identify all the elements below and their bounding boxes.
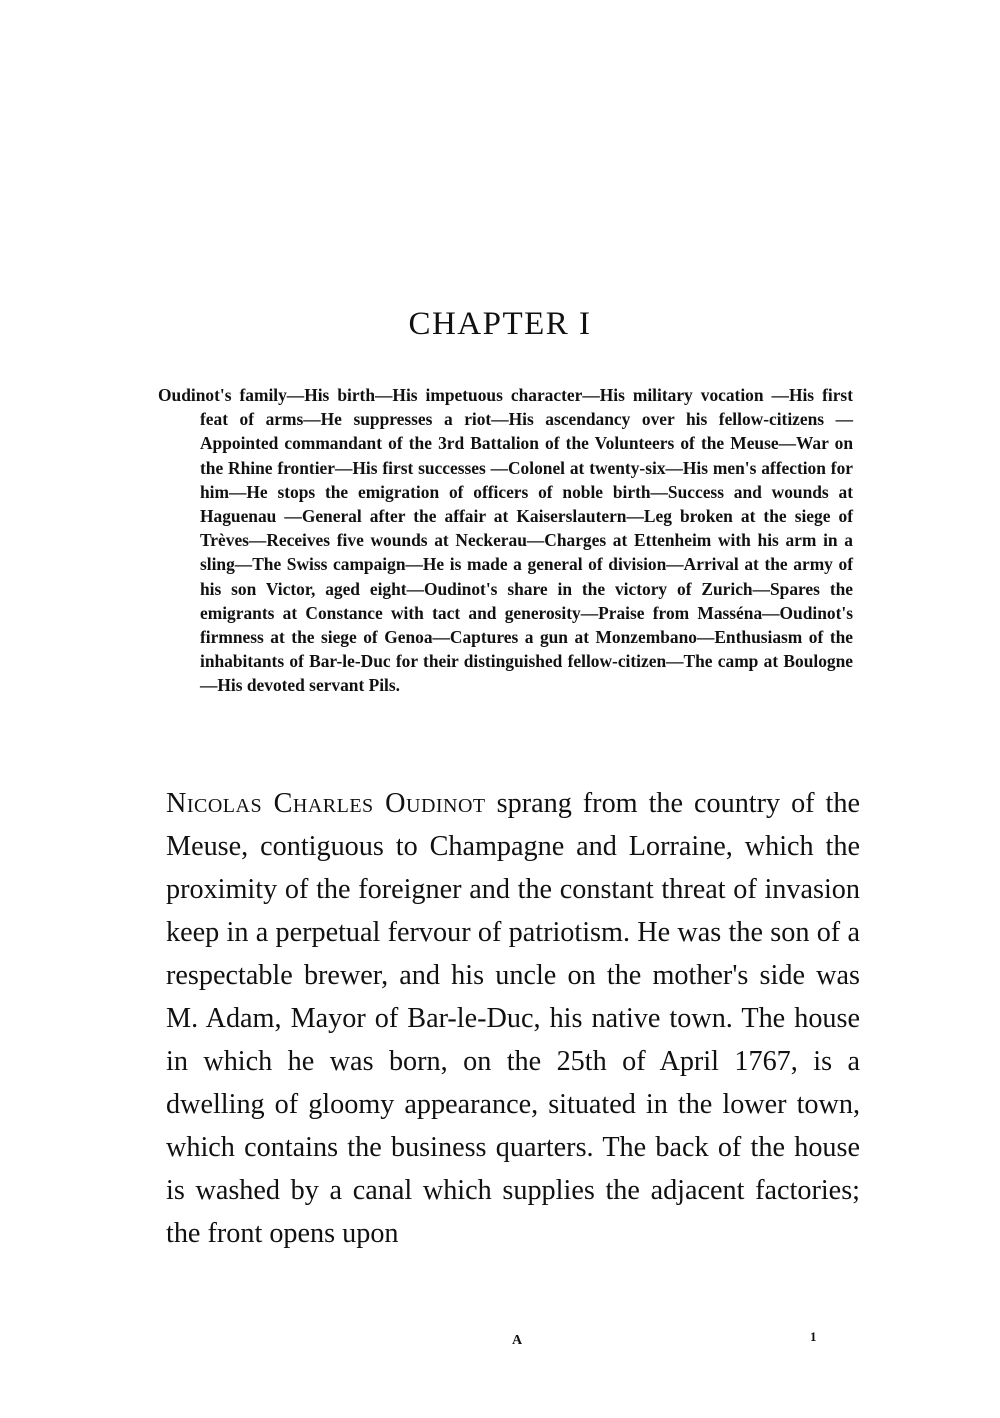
page-number: 1 xyxy=(810,1329,817,1344)
signature-mark: A xyxy=(512,1333,523,1348)
lead-name: Nicolas Charles Oudinot xyxy=(166,788,486,819)
chapter-synopsis: Oudinot's family—His birth—His impetuous character—His military vocation —His first feat of arms—He suppresses a riot—His ascendancy over his fellow-citizens — Appointed commandant of the 3rd Battalion of the Volunteers of the Meuse—War on the Rhine frontier—His first successes —Colonel at twenty-six—His men's affection for him—He stops the emigration of officers of noble birth—Success and wounds at Haguenau —General after the affair at Kaiserslautern—Leg broken at the siege of Trèves—Receives five wounds at Neckerau—Charges at Ettenheim with his arm in a sling—The Swiss campaign—He is made a general of division—Arrival at the army of his son Victor, aged eight—Oudinot's share in the victory of Zurich—Spares the emigrants at Constance with tact and generosity—Praise from Masséna—Oudinot's firmness at the siege of Genoa—Captures a gun at Monzembano—Enthusiasm of the inhabitants of Bar-le-Duc for their distinguished fellow-citizen—The camp at Boulogne—His devoted servant Pils. xyxy=(158,385,853,696)
body-paragraph xyxy=(166,782,860,1255)
chapter-heading: CHAPTER I xyxy=(408,306,592,342)
body-paragraph-text: sprang from the country of the Meuse, contiguous to Champagne and Lorraine, which the proximity of the foreigner and the constant threat of invasion keep in a perpetual fervour of patriotism. He was the son of a respectable brewer, and his uncle on the mother's side was M. Adam, Mayor of Bar-le-Duc, his native town. The house in which he was born, on the 25th of April 1767, is a dwelling of gloomy appearance, situated in the lower town, which contains the business quarters. The back of the house is washed by a canal which supplies the adjacent factories; the front opens upon xyxy=(166,788,860,1249)
